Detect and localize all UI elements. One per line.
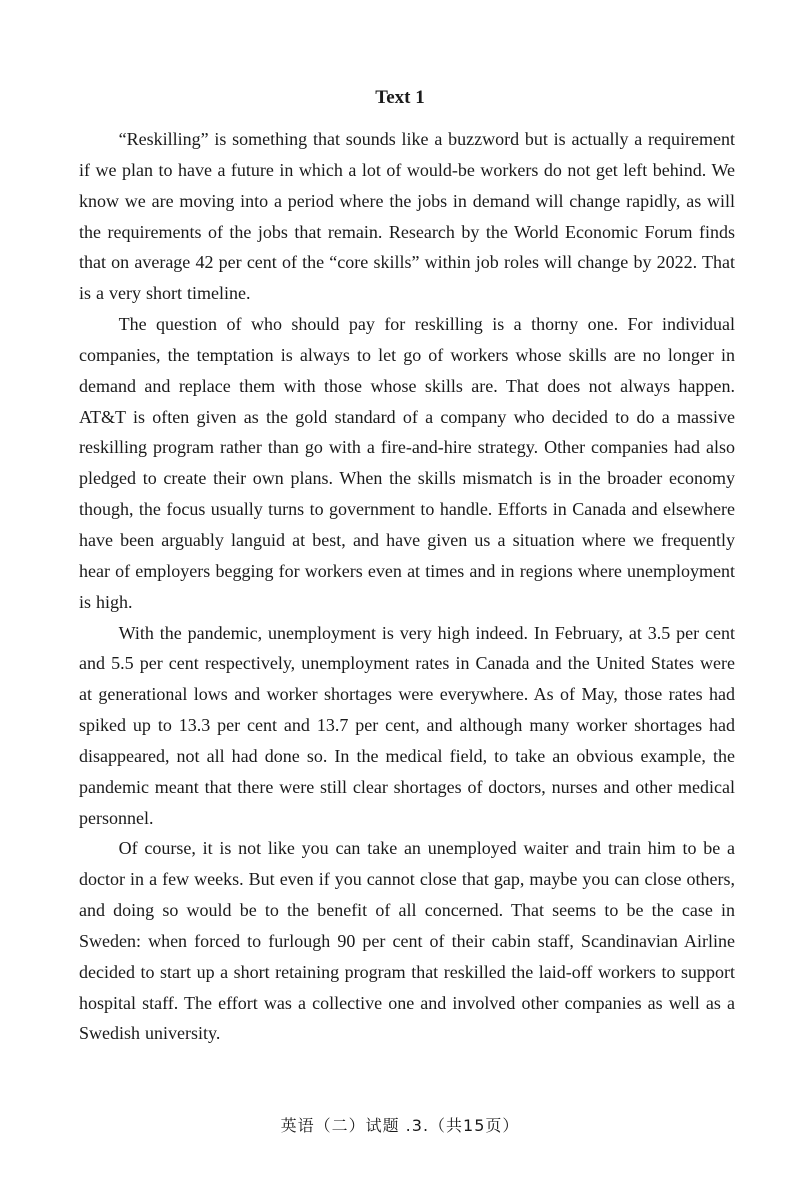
passage-body bbox=[79, 124, 735, 1049]
page-title: Text 1 bbox=[375, 87, 425, 108]
paragraph-4: Of course, it is not like you can take an unemployed waiter and train him to be a doctor in a few weeks. But even if you cannot close that gap, maybe you can close others, and doing so would be to the benefit of all concerned. That seems to be the case in Sweden: when forced to furlough 90 per cent of their cabin staff, Scandinavian Airline decided to start up a short retaining program that reskilled the laid-off workers to support hospital staff. The effort was a collective one and involved other companies as well as a Swedish university. bbox=[79, 838, 735, 1044]
paragraph-3: With the pandemic, unemployment is very high indeed. In February, at 3.5 per cent and 5.5 per cent respectively, unemployment rates in Canada and the United States were at generational lows and worker shortages were everywhere. As of May, those rates had spiked up to 13.3 per cent and 13.7 per cent, and although many worker shortages had disappeared, not all had done so. In the medical field, to take an obvious example, the pandemic meant that there were still clear shortages of doctors, nurses and other medical personnel. bbox=[79, 622, 735, 828]
page-footer: 英语（二）试题 .3.（共15页） bbox=[280, 1116, 520, 1135]
paragraph-1: “Reskilling” is something that sounds like a buzzword but is actually a requirement if we plan to have a future in which a lot of would-be workers do not get left behind. We know we are moving into a period where the jobs in demand will change rapidly, as will the requirements of the jobs that remain. Research by the World Economic Forum finds that on average 42 per cent of the “core skills” within job roles will change by 2022. That is a very short timeline. bbox=[79, 129, 735, 304]
paragraph-2: The question of who should pay for reskilling is a thorny one. For individual companies, the temptation is always to let go of workers whose skills are no longer in demand and replace them with those whose skills are. That does not always happen. AT&T is often given as the gold standard of a company who decided to do a massive reskilling program rather than go with a fire-and-hire strategy. Other companies had also pledged to create their own plans. When the skills mismatch is in the broader economy though, the focus usually turns to government to handle. Efforts in Canada and elsewhere have been arguably languid at best, and have given us a situation where we frequently hear of employers begging for workers even at times and in regions where unemployment is high. bbox=[79, 314, 735, 612]
